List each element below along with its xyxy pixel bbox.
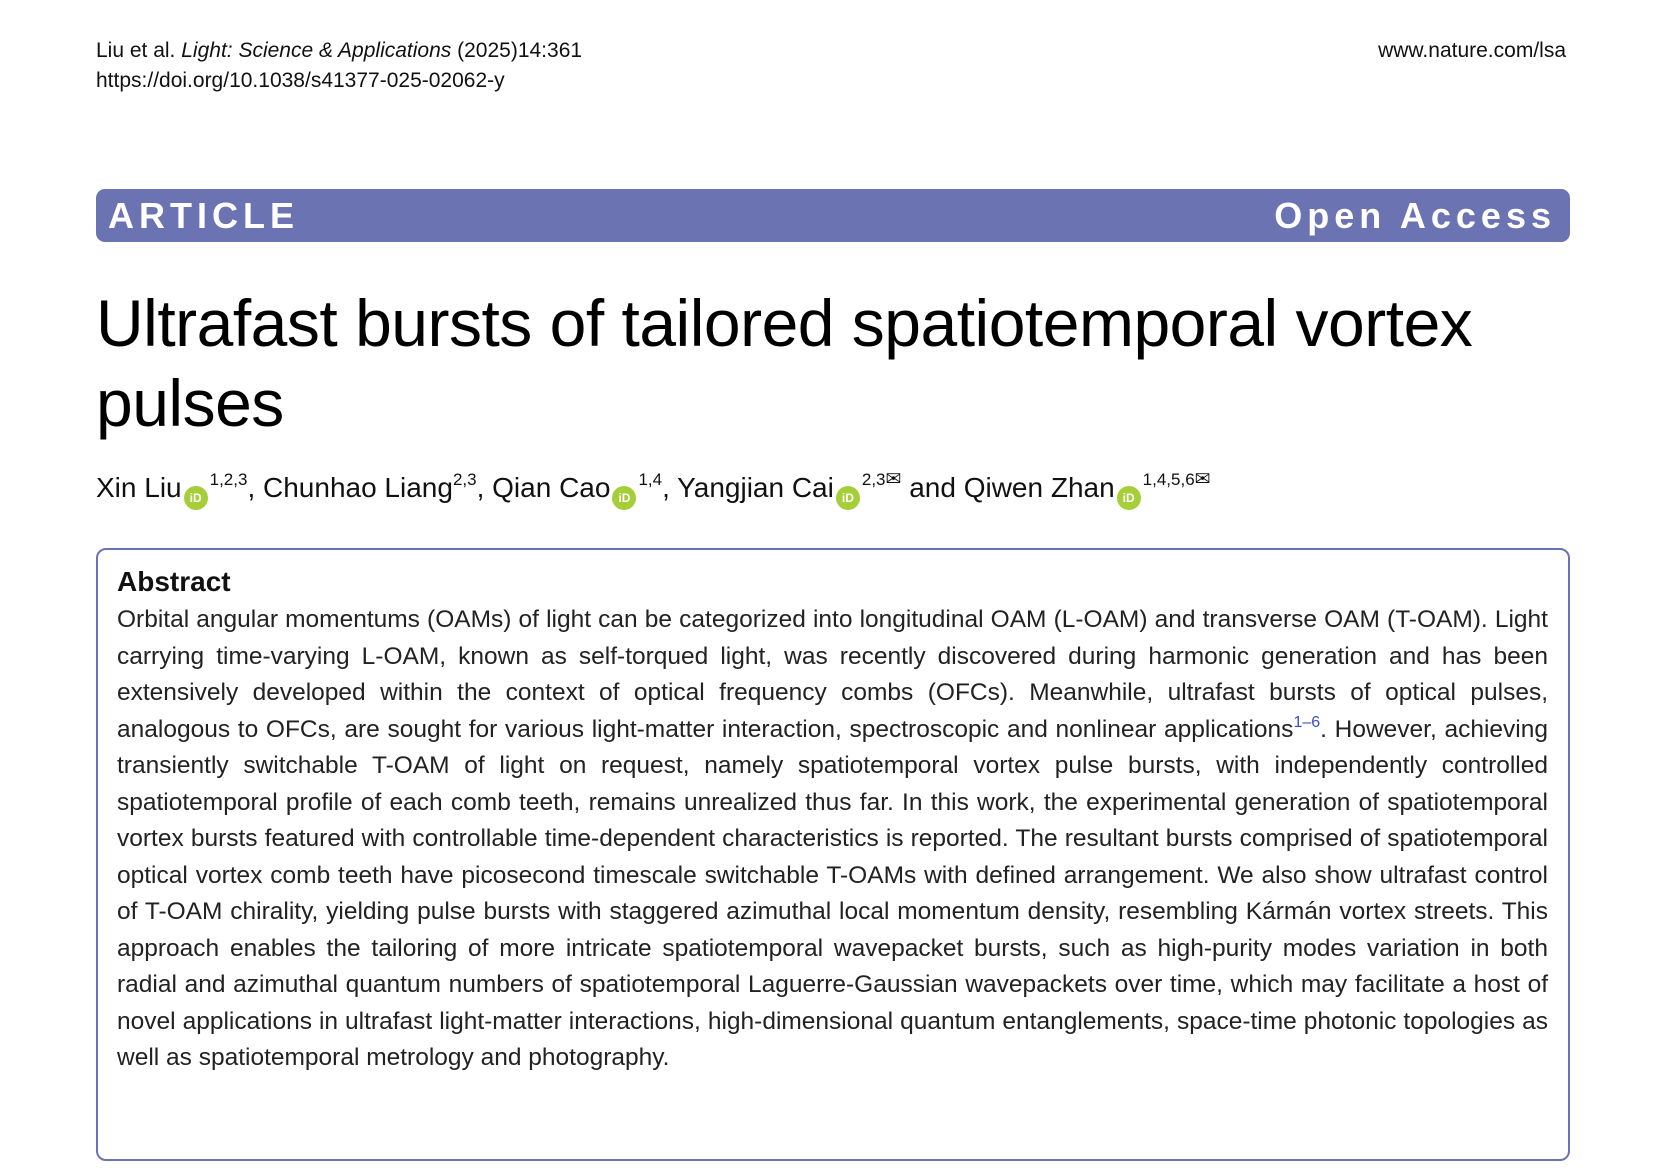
envelope-icon[interactable]: ✉ [885,469,902,490]
citation-header [96,36,582,96]
volume-info: (2025)14:361 [457,39,583,62]
abstract-text-part-2: . However, achieving transiently switchable T-OAM of light on request, namely spatiotemporal vortex pulse bursts, with independently controlled spatiotemporal profile of each comb teeth, remains unrealized thus far. In this work, the experimental generation of spatiotemporal vortex bursts featured with controllable time-dependent characteristics is reported. The resultant bursts comprised of spatiotemporal optical vortex comb teeth have picosecond timescale switchable T-OAMs with defined arrangement. We also show ultrafast control of T-OAM chirality, yielding pulse bursts with staggered azimuthal local momentum density, resembling Kármán vortex streets. This approach enables the tailoring of more intricate spatiotemporal wavepacket bursts, such as high-purity modes variation in both radial and azimuthal quantum numbers of spatiotemporal Laguerre-Gaussian wavepackets over time, which may facilitate a host of novel applications in ultrafast light-matter interactions, high-dimensional quantum entanglements, space-time photonic topologies as well as spatiotemporal metrology and photography. [117,715,1548,1071]
reference-link[interactable]: 1–6 [1293,713,1321,731]
author-separator: , [476,472,493,503]
doi-link[interactable]: https://doi.org/10.1038/s41377-025-02062-y [96,69,505,92]
author-1[interactable] [96,472,247,503]
author-name[interactable]: Xin Liu [96,472,182,503]
author-4[interactable] [677,469,902,505]
abstract-text [117,602,1548,1077]
author-name[interactable]: Yangjian Cai [677,472,834,503]
affiliation-numbers[interactable]: 1,4,5,6 [1142,470,1195,489]
citation-authors: Liu et al. [96,39,176,62]
affiliation-numbers[interactable]: 1,2,3 [209,470,248,489]
author-2[interactable] [263,472,477,503]
author-separator: , [247,472,263,503]
orcid-icon[interactable]: iD [612,486,636,510]
orcid-icon[interactable]: iD [1117,486,1141,510]
author-name[interactable]: Qiwen Zhan [963,472,1115,503]
author-3[interactable] [492,472,662,503]
article-type-label: ARTICLE [108,194,299,236]
author-list [96,468,1211,510]
article-banner [96,189,1570,242]
affiliation-numbers[interactable]: 2,3 [861,470,886,489]
orcid-icon[interactable]: iD [184,486,208,510]
affiliation-numbers[interactable]: 1,4 [638,470,663,489]
citation-line [96,36,582,66]
affiliation-numbers[interactable]: 2,3 [452,470,477,489]
author-separator: and [901,472,964,503]
author-name[interactable]: Qian Cao [492,472,611,503]
author-name[interactable]: Chunhao Liang [263,472,453,503]
journal-name[interactable]: Light: Science & Applications [181,39,452,62]
abstract-box [96,548,1570,1161]
author-5[interactable] [963,469,1211,505]
article-title: Ultrafast bursts of tailored spatiotemporal vortex pulses [96,286,1473,440]
abstract-heading: Abstract [117,566,231,597]
author-separator: , [662,472,678,503]
open-access-label: Open Access [1274,194,1556,236]
orcid-icon[interactable]: iD [836,486,860,510]
envelope-icon[interactable]: ✉ [1194,469,1211,490]
abstract-text-part-1: Orbital angular momentums (OAMs) of light can be categorized into longitudinal OAM (L-OAM) and transverse OAM (T-OAM). Light carrying time-varying L-OAM, known as self-torqued light, was recently discovered during harmonic generation and has been extensively developed within the context of optical frequency combs (OFCs). Meanwhile, ultrafast bursts of optical pulses, analogous to OFCs, are sought for various light-matter interaction, spectroscopic and nonlinear applications [117,606,1548,743]
journal-site-link[interactable]: www.nature.com/lsa [1378,39,1566,62]
